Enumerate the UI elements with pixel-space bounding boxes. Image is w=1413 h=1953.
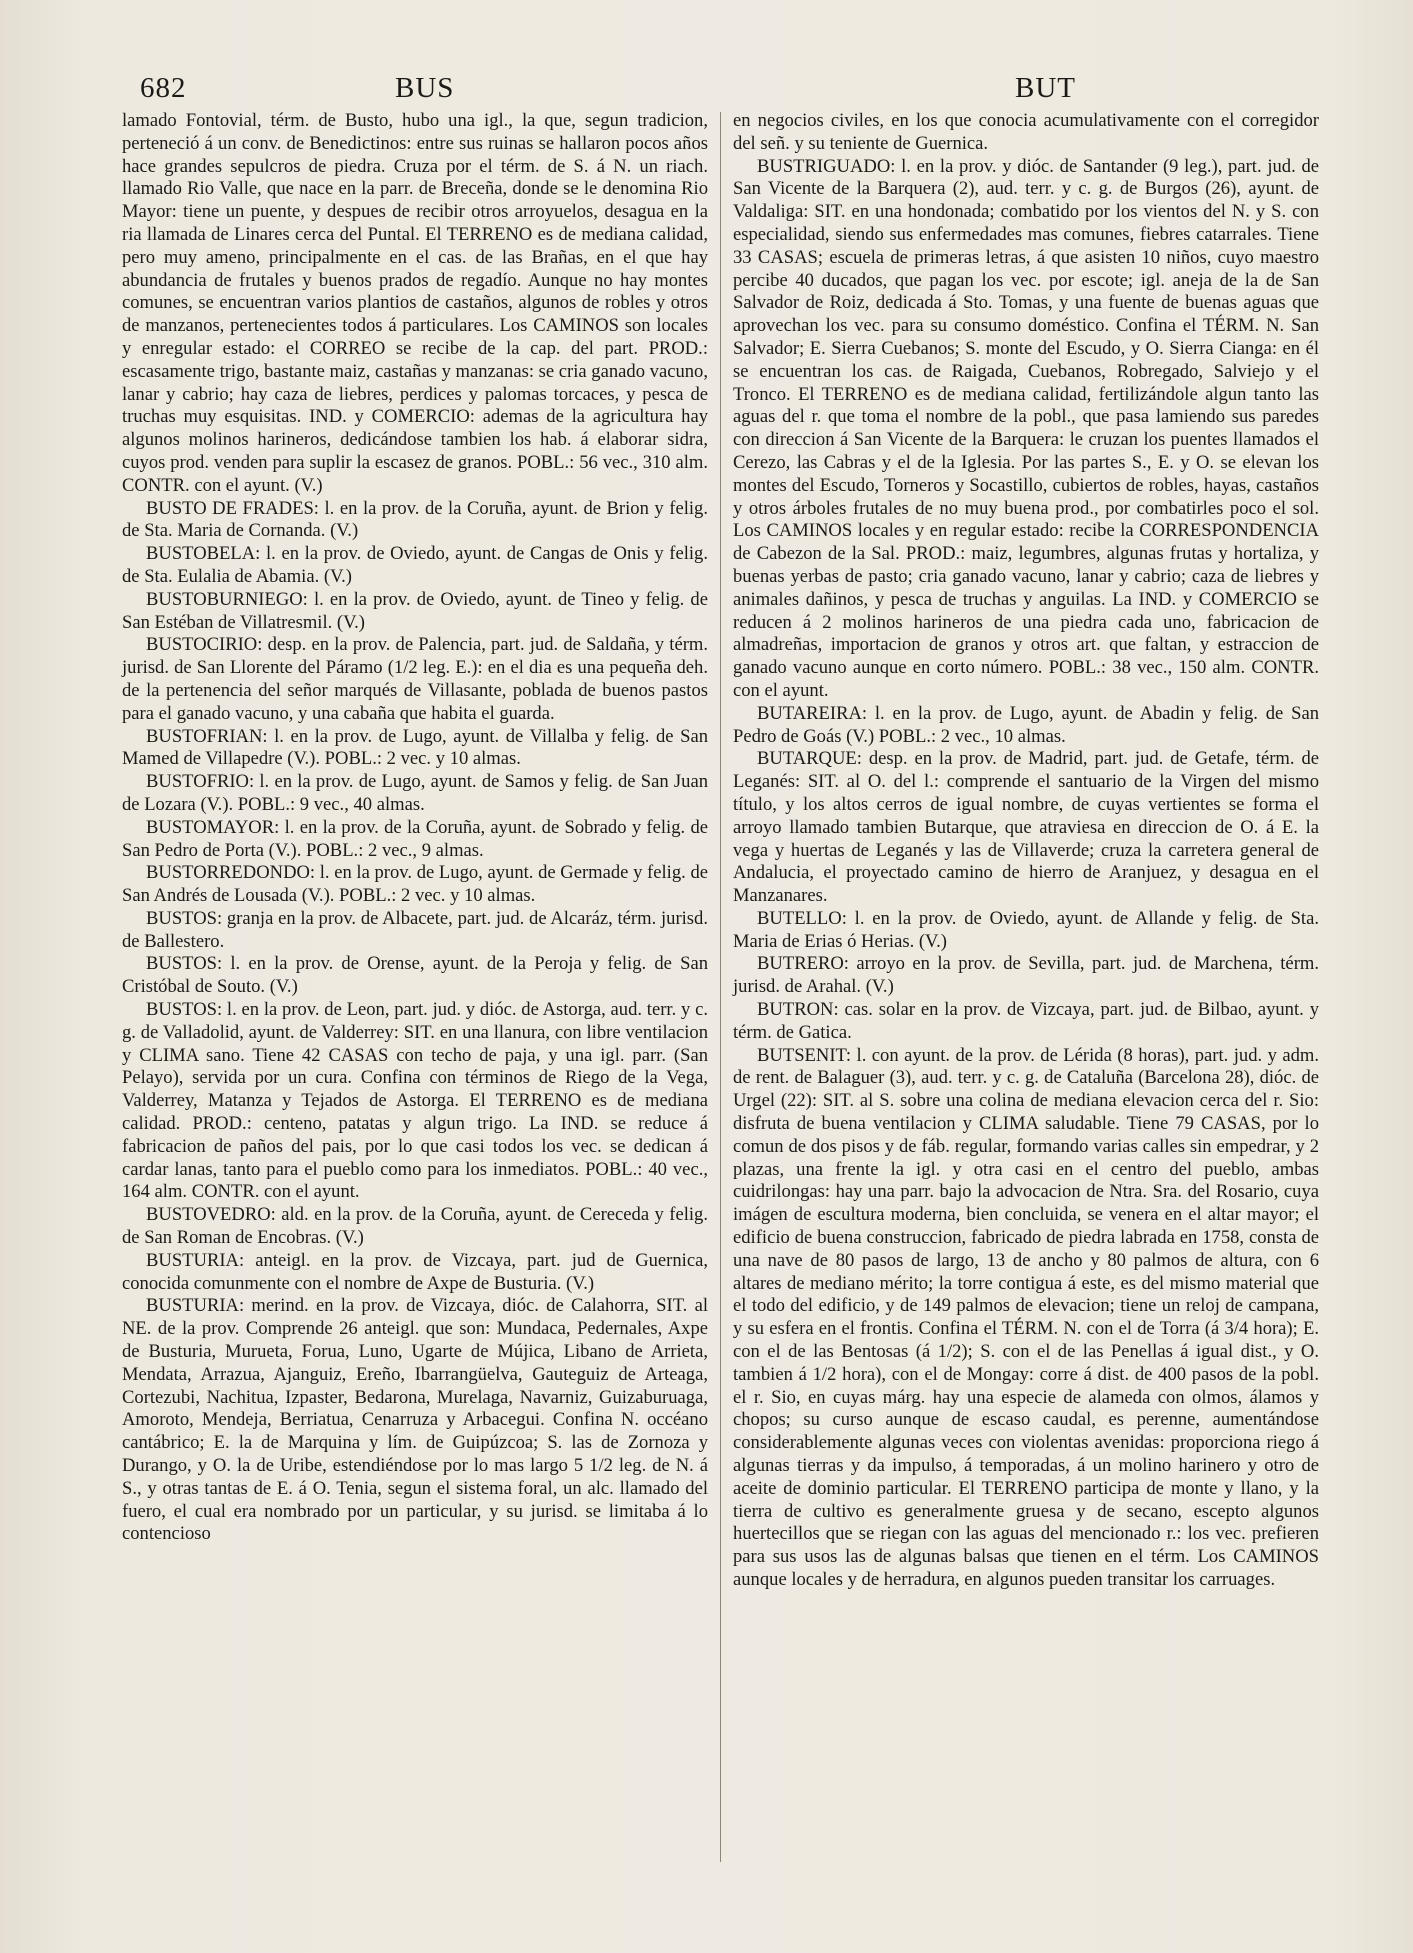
left-running-head: BUS [395,72,455,104]
dictionary-entry: BUSTOBURNIEGO: l. en la prov. de Oviedo, ayunt. de Tineo y felig. de San Estéban de Villatresmil. (V.) [122,588,708,633]
dictionary-entry: BUSTO DE FRADES: l. en la prov. de la Coruña, ayunt. de Brion y felig. de Sta. Maria de Cornanda. (V.) [122,497,708,542]
dictionary-entry: BUTSENIT: l. con ayunt. de la prov. de Lérida (8 horas), part. jud. y adm. de rent. de Balaguer (3), aud. terr. y c. g. de Cataluña (Barcelona 28), dióc. de Urgel (22): SIT. al S. sobre una colina de mediana elevacion cerca del r. Sio: disfruta de buena ventilacion y CLIMA saludable. Tiene 79 CASAS, por lo comun de dos pisos y de fáb. regular, formando varias calles sin empedrar, y 2 plazas, una frente la igl. y otra casi en el centro del pueblo, ambas cuidrilongas: hay una parr. bajo la advocacion de Ntra. Sra. del Rosario, cuya imágen de escultura moderna, bien concluida, se venera en el altar mayor; el edificio de buena construccion, fabricado de piedra labrada en 1758, consta de una nave de 80 pasos de largo, 13 de ancho y 80 palmos de altura, con 6 altares de mediano mérito; la torre contigua á este, es del mismo material que el todo del edificio, y de 149 palmos de elevacion; tiene un reloj de campana, y su esfera en el frontis. Confina el TÉRM. N. con el de Torra (á 3/4 hora); E. con el de las Bentosas (á 1/2); S. con el de las Penellas á igual dist., y O. tambien á 1/2 hora), con el de Mongay: corre á dist. de 400 pasos de la pobl. el r. Sio, en cuyas márg. hay una especie de alameda con olmos, álamos y chopos; su curso aunque de escaso caudal, es perenne, aumentándose considerablemente algunas veces con violentas avenidas: proporciona riego á algunas tierras y da impulso, á temporadas, á un molino harinero y otro de aceite de dominio particular. El TERRENO participa de monte y llano, y la tierra de cultivo es generalmente gruesa y de secano, escepto algunos huertecillos que se riegan con las aguas del mencionado r.: los vec. prefieren para sus usos las de algunas balsas que tienen en el térm. Los CAMINOS aunque locales y de herradura, en algunos pueden transitar los carruages. [733,1044,1319,1590]
column-divider [720,112,721,1862]
dictionary-entry: BUTRON: cas. solar en la prov. de Vizcaya, part. jud. de Bilbao, ayunt. y térm. de Gatica. [733,999,1319,1043]
continued-entry: lamado Fontovial, térm. de Busto, hubo una igl., la que, segun tradicion, perteneció á un conv. de Benedictinos: entre sus ruinas se hallaron pocos años hace grandes sepulcros de piedra. Cruza por el térm. de S. á N. un riach. llamado Rio Valle, que nace en la parr. de Breceña, donde se le denomina Rio Mayor: tiene un puente, y despues de recibir otros arroyuelos, desagua en la ria llamada de Linares cerca del Puntal. El TERRENO es de mediana calidad, pero muy ameno, principalmente en el cas. de las Brañas, en el que hay abundancia de frutales y buenos prados de regadío. Aunque no hay montes comunes, se encuentran varios plantios de castaños, algunos de robles y otros de manzanos, pertenecientes todos á particulares. Los CAMINOS son locales y enregular estado: el CORREO se recibe de la cap. del part. PROD.: escasamente trigo, bastante maiz, castañas y manzanas: se cria ganado vacuno, lanar y cabrio; hay caza de liebres, perdices y palomas torcaces, y pesca de truchas muy esquisitas. IND. y COMERCIO: ademas de la agricultura hay algunos molinos harineros, dedicándose tambien los hab. á elaborar sidra, cuyos prod. venden para suplir la escasez de granos. POBL.: 56 vec., 310 alm. CONTR. con el ayunt. (V.) [122,110,708,496]
dictionary-entry: BUSTOBELA: l. en la prov. de Oviedo, ayunt. de Cangas de Onis y felig. de Sta. Eulalia de Abamia. (V.) [122,543,708,587]
dictionary-entry: BUTAREIRA: l. en la prov. de Lugo, ayunt. de Abadin y felig. de San Pedro de Goás (V.) POBL.: 2 vec., 10 almas. [733,702,1319,747]
continued-entry: en negocios civiles, en los que conocia acumulativamente con el corregidor del señ. y su teniente de Guernica. [733,110,1319,154]
dictionary-entry: BUSTOS: l. en la prov. de Orense, ayunt. de la Peroja y felig. de San Cristóbal de Souto. (V.) [122,953,708,998]
dictionary-entry: BUSTOCIRIO: desp. en la prov. de Palencia, part. jud. de Saldaña, y térm. jurisd. de San Llorente del Páramo (1/2 leg. E.): en el dia es una pequeña deh. de la pertenencia del señor marqués de Villasante, poblada de buenos pastos para el ganado vacuno, y una cabaña que habita el guarda. [122,634,708,724]
dictionary-entry: BUSTOMAYOR: l. en la prov. de la Coruña, ayunt. de Sobrado y felig. de San Pedro de Porta (V.). POBL.: 2 vec., 9 almas. [122,816,708,861]
dictionary-entry: BUSTOFRIAN: l. en la prov. de Lugo, ayunt. de Villalba y felig. de San Mamed de Villapedre (V.). POBL.: 2 vec. y 10 almas. [122,725,708,770]
dictionary-entry: BUSTORREDONDO: l. en la prov. de Lugo, ayunt. de Germade y felig. de San Andrés de Lousada (V.). POBL.: 2 vec. y 10 almas. [122,862,708,907]
dictionary-entry: BUSTRIGUADO: l. en la prov. y dióc. de Santander (9 leg.), part. jud. de San Vicente de la Barquera (2), aud. terr. y c. g. de Burgos (26), ayunt. de Valdaliga: SIT. en una hondonada; combatido por los vientos del N. y S. con especialidad, siendo sus enfermedades mas comunes, fiebres catarrales. Tiene 33 CASAS; escuela de primeras letras, á que asisten 10 niños, cuyo maestro percibe 40 ducados, que pagan los vec. por escote; igl. aneja de la de San Salvador de Roiz, dedicada á Sto. Tomas, y una fuente de buenas aguas que aprovechan los vec. para su consumo doméstico. Confina el TÉRM. N. San Salvador; E. Sierra Cuebanos; S. monte del Escudo, y O. Sierra Cianga: en él se encuentran los cas. de Raigada, Cuebanos, Robregado, Salviejo y el Tronco. El TERRENO es de mediana calidad, fertilizándole algun tanto las aguas del r. que toma el nombre de la pobl., que pasa lamiendo sus paredes con direccion á San Vicente de la Barquera: le cruzan los puentes llamados el Cerezo, las Cabras y el de la Iglesia. Por las partes S., E. y O. se elevan los montes del Escudo, Torneros y Socastillo, cubiertos de robles, hayas, castaños y otros árboles frutales de no muy buena prod., por combatirles poco el sol. Los CAMINOS locales y en regular estado: recibe la CORRESPONDENCIA de Cabezon de la Sal. PROD.: maiz, legumbres, algunas frutas y hortaliza, y buenas yerbas de pasto; cria ganado vacuno, lanar y cabrio; caza de liebres y animales dañinos, y pesca de truchas y anguilas. La IND. y COMERCIO se reducen á 2 molinos harineros de una piedra cada uno, fabricacion de almadreñas, importacion de granos y otros art. que faltan, y estraccion de ganado vacuno aunque en corto número. POBL.: 38 vec., 150 alm. CONTR. con el ayunt. [733,155,1319,701]
dictionary-entry: BUSTOVEDRO: ald. en la prov. de la Coruña, ayunt. de Cereceda y felig. de San Roman de Encobras. (V.) [122,1204,708,1249]
dictionary-entry: BUSTOS: granja en la prov. de Albacete, part. jud. de Alcaráz, térm. jurisd. de Ballestero. [122,907,708,952]
dictionary-entry: BUTARQUE: desp. en la prov. de Madrid, part. jud. de Getafe, térm. de Leganés: SIT. al O. del l.: comprende el santuario de la Virgen del mismo título, y los altos cerros de igual nombre, de cuyas vertientes se forma el arroyo llamado tambien Butarque, que atraviesa en direccion de O. á E. la vega y huertas de Leganés y las de Villaverde; cruza la carretera general de Andalucia, el proyectado camino de hierro de Aranjuez, y desagua en el Manzanares. [733,748,1319,907]
dictionary-entry: BUSTOS: l. en la prov. de Leon, part. jud. y dióc. de Astorga, aud. terr. y c. g. de Valladolid, ayunt. de Valderrey: SIT. en una llanura, con libre ventilacion y CLIMA sano. Tiene 42 CASAS con techo de paja, y una igl. parr. (San Pelayo), servida por un cura. Confina con términos de Riego de la Vega, Valderrey, Matanza y Tejados de Astorga. El TERRENO es de mediana calidad. PROD.: centeno, patatas y algun trigo. La IND. se reduce á fabricacion de paños del pais, por lo que casi todos los vec. se dedican á cardar lanas, tanto para el pueblo como para los inmediatos. POBL.: 40 vec., 164 alm. CONTR. con el ayunt. [122,999,708,1203]
right-running-head: BUT [1015,72,1076,104]
dictionary-entry: BUTELLO: l. en la prov. de Oviedo, ayunt. de Allande y felig. de Sta. Maria de Erias ó Herias. (V.) [733,907,1319,952]
dictionary-entry: BUSTURIA: anteigl. en la prov. de Vizcaya, part. jud de Guernica, conocida comunmente con el nombre de Axpe de Busturia. (V.) [122,1249,708,1294]
right-column [733,110,1319,1592]
dictionary-entry: BUSTURIA: merind. en la prov. de Vizcaya, dióc. de Calahorra, SIT. al NE. de la prov. Comprende 26 anteigl. que son: Mundaca, Pedernales, Axpe de Busturia, Murueta, Forua, Luno, Ugarte de Mújica, Libano de Arrieta, Mendata, Arrazua, Ajanguiz, Ereño, Ibarrangüelva, Gauteguiz de Arteaga, Cortezubi, Nachitua, Izpaster, Bedarona, Murelaga, Navarniz, Guizaburuaga, Amoroto, Mendeja, Berriatua, Cenarruza y Arbacegui. Confina N. occéano cantábrico; E. la de Marquina y lím. de Guipúzcoa; S. las de Zornoza y Durango, y O. la de Uribe, estendiéndose por lo mas largo 5 1/2 leg. de N. á S., y otras tantas de E. á O. Tenia, segun el sistema foral, un alc. llamado del fuero, el cual era nombrado por un particular, y su jurisd. se limitaba á lo contencioso [122,1295,708,1545]
page-number: 682 [140,72,187,104]
dictionary-entry: BUTRERO: arroyo en la prov. de Sevilla, part. jud. de Marchena, térm. jurisd. de Arahal. (V.) [733,953,1319,998]
page-header [140,72,1320,112]
left-column [122,110,708,1546]
dictionary-entry: BUSTOFRIO: l. en la prov. de Lugo, ayunt. de Samos y felig. de San Juan de Lozara (V.). POBL.: 9 vec., 40 almas. [122,771,708,815]
